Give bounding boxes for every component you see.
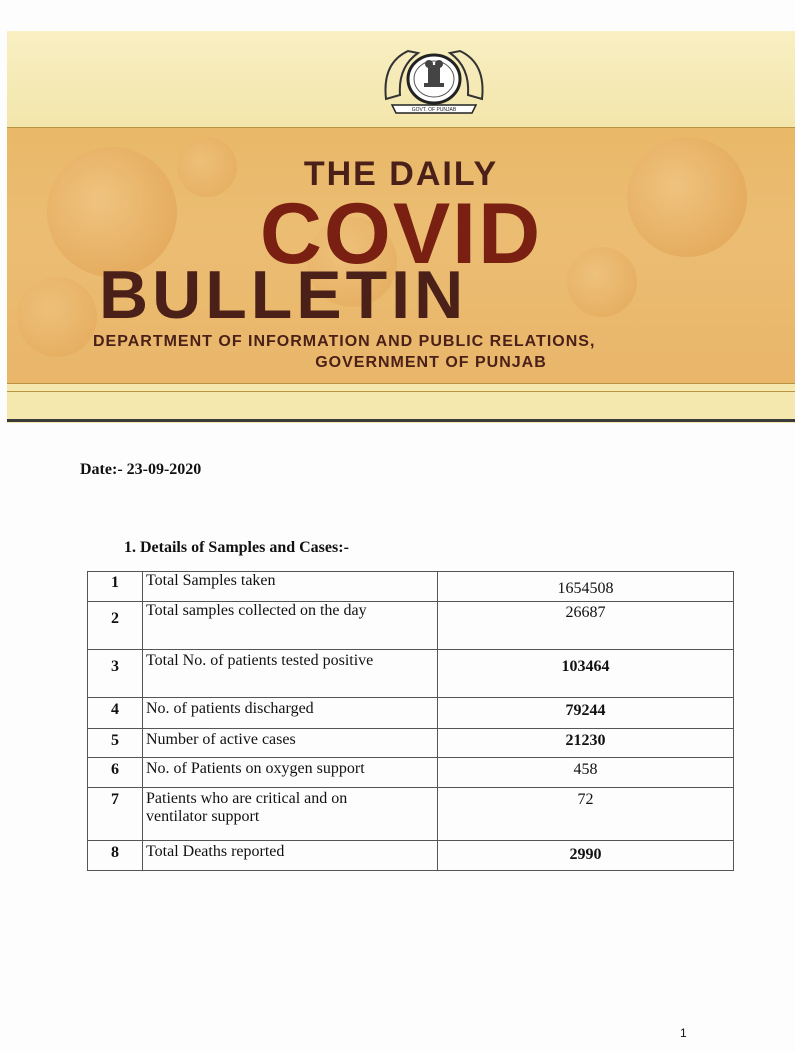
row-number: 5: [88, 729, 143, 758]
row-value: 103464: [438, 650, 734, 698]
row-label: Total Samples taken: [143, 572, 438, 602]
row-value: 2990: [438, 841, 734, 871]
row-value: 458: [438, 758, 734, 788]
row-value: 79244: [438, 698, 734, 729]
virus-decoration: [17, 277, 97, 357]
row-label: Number of active cases: [143, 729, 438, 758]
row-number: 3: [88, 650, 143, 698]
row-number: 7: [88, 788, 143, 841]
table-row: [88, 698, 734, 729]
title-covid: COVID: [259, 186, 543, 282]
punjab-emblem-icon: [378, 43, 490, 117]
banner-bottom-band: [7, 383, 795, 423]
table-row: [88, 841, 734, 871]
emblem-ribbon-text: GOVT. OF PUNJAB: [411, 107, 457, 113]
row-number: 1: [88, 572, 143, 602]
row-value: 21230: [438, 729, 734, 758]
table-row: [88, 729, 734, 758]
table-row: [88, 602, 734, 650]
section-title: 1. Details of Samples and Cases:-: [124, 539, 349, 556]
bulletin-date: Date:- 23-09-2020: [80, 461, 202, 478]
row-number: 4: [88, 698, 143, 729]
table-row: [88, 788, 734, 841]
row-number: 6: [88, 758, 143, 788]
row-label: No. of Patients on oxygen support: [143, 758, 438, 788]
row-value: 26687: [438, 602, 734, 650]
bulletin-banner: [7, 31, 795, 423]
samples-cases-table: [87, 571, 734, 871]
row-value: 72: [438, 788, 734, 841]
row-label: Total Deaths reported: [143, 841, 438, 871]
title-the-daily: THE DAILY: [303, 155, 499, 193]
department-line-1: DEPARTMENT OF INFORMATION AND PUBLIC RELATIONS,: [93, 333, 596, 350]
row-label: No. of patients discharged: [143, 698, 438, 729]
banner-rule: [7, 383, 795, 384]
title-bulletin: BULLETIN: [99, 257, 468, 333]
row-number: 2: [88, 602, 143, 650]
banner-rule: [7, 127, 795, 128]
row-value: 1654508: [438, 572, 734, 602]
row-label: Total No. of patients tested positive: [143, 650, 438, 698]
page-number: 1: [680, 1026, 687, 1040]
table-row: [88, 758, 734, 788]
department-line-2: GOVERNMENT OF PUNJAB: [315, 354, 547, 371]
row-number: 8: [88, 841, 143, 871]
row-label: Patients who are critical and on ventilator support: [143, 788, 438, 841]
banner-rule: [7, 391, 795, 392]
table-row: [88, 572, 734, 602]
table-row: [88, 650, 734, 698]
row-label: Total samples collected on the day: [143, 602, 438, 650]
banner-base-line: [7, 419, 795, 422]
